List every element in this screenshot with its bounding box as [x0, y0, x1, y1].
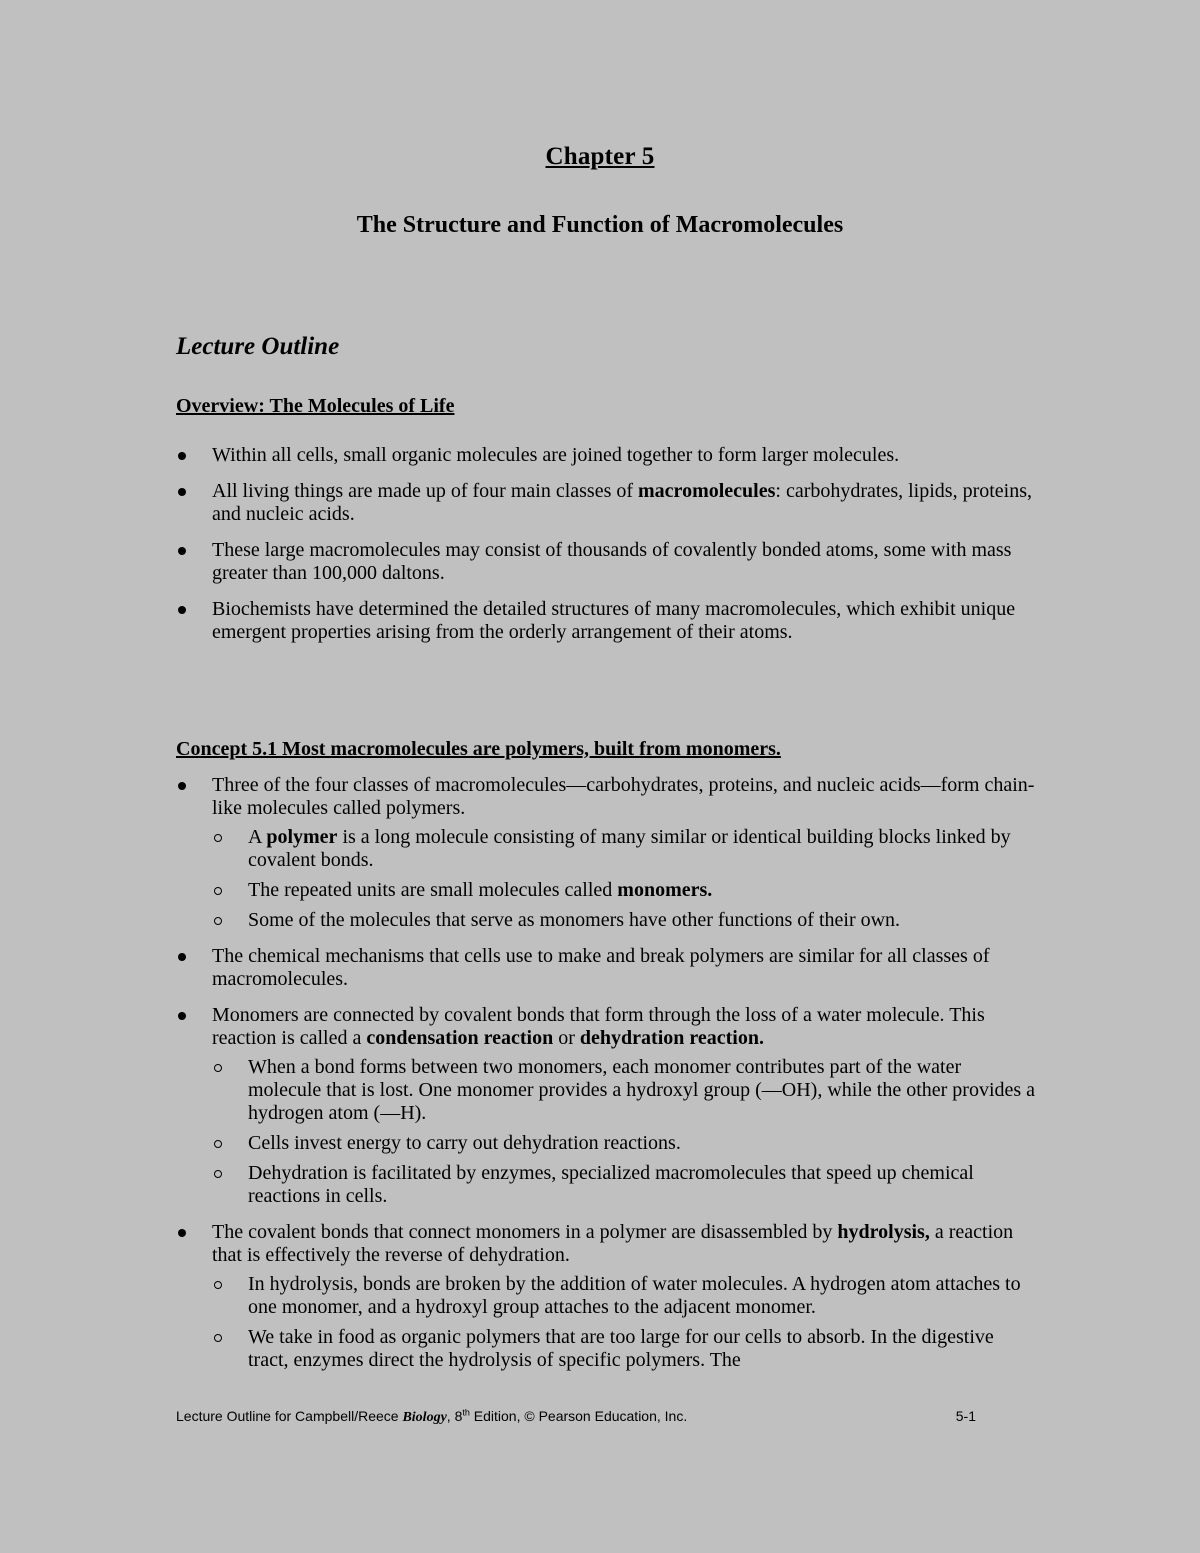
overview-list [176, 444, 1036, 644]
sub-list-item: A polymer is a long molecule consisting of many similar or identical building blocks linked by covalent bonds. [212, 826, 1036, 872]
overview-heading: Overview: The Molecules of Life [176, 395, 455, 417]
page-number: 5-1 [955, 1408, 976, 1424]
page-footer [176, 1408, 976, 1426]
list-item: The chemical mechanisms that cells use to make and break polymers are similar for all classes of macromolecules. [176, 945, 1036, 991]
footer-credit: Lecture Outline for Campbell/Reece Biology, 8th Edition, © Pearson Education, Inc. [176, 1407, 688, 1425]
chapter-title: The Structure and Function of Macromolecules [356, 212, 844, 238]
concept-list [176, 774, 1036, 1372]
concept-section [176, 738, 1036, 1385]
lecture-outline-heading: Lecture Outline [176, 333, 340, 360]
sub-list-item: Some of the molecules that serve as monomers have other functions of their own. [212, 909, 1036, 932]
list-item: The covalent bonds that connect monomers in a polymer are disassembled by hydrolysis, a reaction that is effectively the reverse of dehydration. In hydrolysis, bonds are broken by the addition of water molecules. A hydrogen atom attaches to one monomer, and a hydroxyl group attaches to the adjacent monomer. We take in food as organic polymers that are too large for our cells to absorb. In the digestive tract, enzymes direct the hydrolysis of specific polymers. The [176, 1221, 1036, 1372]
overview-section [176, 395, 1036, 657]
sub-list-item: When a bond forms between two monomers, each monomer contributes part of the water molecule that is lost. One monomer provides a hydroxyl group (—OH), while the other provides a hydrogen atom (—H). [212, 1056, 1036, 1125]
concept-heading: Concept 5.1 Most macromolecules are polymers, built from monomers. [176, 738, 781, 760]
sub-list-item: In hydrolysis, bonds are broken by the addition of water molecules. A hydrogen atom attaches to one monomer, and a hydroxyl group attaches to the adjacent monomer. [212, 1273, 1036, 1319]
list-item: These large macromolecules may consist of thousands of covalently bonded atoms, some with mass greater than 100,000 daltons. [176, 539, 1036, 585]
list-item: All living things are made up of four main classes of macromolecules: carbohydrates, lipids, proteins, and nucleic acids. [176, 480, 1036, 526]
list-item: Three of the four classes of macromolecules—carbohydrates, proteins, and nucleic acids—form chain-like molecules called polymers. A polymer is a long molecule consisting of many similar or identical building blocks linked by covalent bonds. The repeated units are small molecules called monomers. Some of the molecules that serve as monomers have other functions of their own. [176, 774, 1036, 932]
sub-list-item: Cells invest energy to carry out dehydration reactions. [212, 1132, 1036, 1155]
sub-list-item: The repeated units are small molecules called monomers. [212, 879, 1036, 902]
list-item: Within all cells, small organic molecules are joined together to form larger molecules. [176, 444, 1036, 467]
list-item: Biochemists have determined the detailed structures of many macromolecules, which exhibit unique emergent properties arising from the orderly arrangement of their atoms. [176, 598, 1036, 644]
sub-list [212, 1056, 1036, 1208]
list-item: Monomers are connected by covalent bonds that form through the loss of a water molecule. This reaction is called a condensation reaction or dehydration reaction. When a bond forms between two monomers, each monomer contributes part of the water molecule that is lost. One monomer provides a hydroxyl group (—OH), while the other provides a hydrogen atom (—H). Cells invest energy to carry out dehydration reactions. Dehydration is facilitated by enzymes, specialized macromolecules that speed up chemical reactions in cells. [176, 1004, 1036, 1208]
sub-list [212, 826, 1036, 932]
sub-list [212, 1273, 1036, 1372]
sub-list-item: We take in food as organic polymers that are too large for our cells to absorb. In the digestive tract, enzymes direct the hydrolysis of specific polymers. The [212, 1326, 1036, 1372]
chapter-heading: Chapter 5 [545, 143, 655, 170]
sub-list-item: Dehydration is facilitated by enzymes, specialized macromolecules that speed up chemical reactions in cells. [212, 1162, 1036, 1208]
